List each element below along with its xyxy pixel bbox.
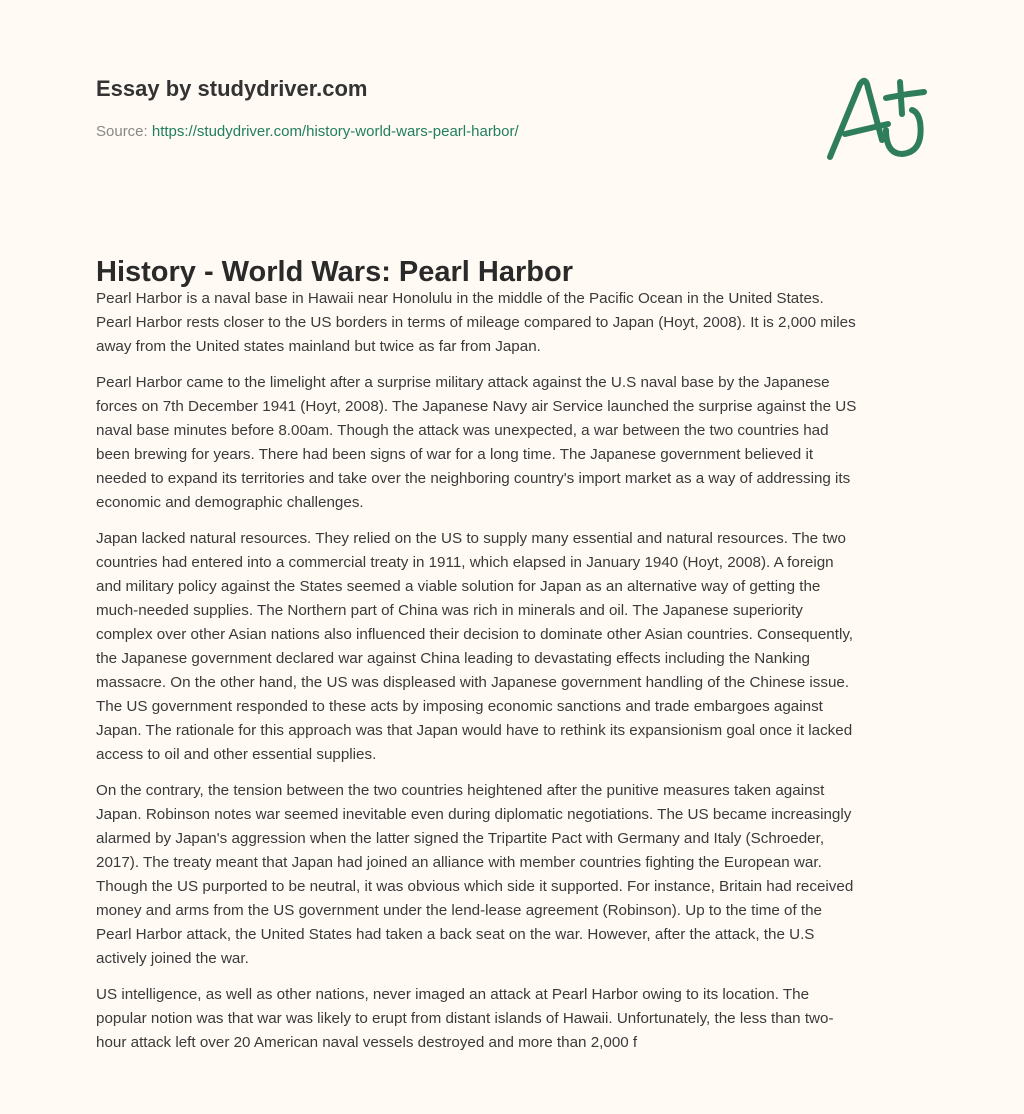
article-title: History - World Wars: Pearl Harbor — [96, 256, 573, 288]
paragraph-line: the Japanese government declared war against China leading to devastating effects including the Nanking — [96, 650, 810, 667]
paragraph-line: economic and demographic challenges. — [96, 494, 364, 511]
source-line — [96, 123, 519, 140]
paragraph-line: and military policy against the States seemed a viable solution for Japan as an alternative way of getting the — [96, 578, 821, 595]
article-paragraph — [96, 527, 956, 767]
paragraph-line: Japan. Robinson notes war seemed inevitable even during diplomatic negotiations. The US became increasingly — [96, 806, 852, 823]
paragraph-line: Pearl Harbor attack, the United States had taken a back seat on the war. However, after the attack, the U.S — [96, 926, 815, 943]
source-label: Source: — [96, 123, 148, 140]
article-paragraph — [96, 983, 956, 1055]
paragraph-line: Japan. The rationale for this approach was that Japan would have to rethink its expansionism goal once it lacked — [96, 722, 853, 739]
paragraph-line: 2017). The treaty meant that Japan had joined an alliance with member countries fighting the European war. — [96, 854, 822, 871]
paragraph-line: massacre. On the other hand, the US was displeased with Japanese government handling of the Chinese issue. — [96, 674, 850, 691]
paragraph-line: been brewing for years. There had been signs of war for a long time. The Japanese government believed it — [96, 446, 814, 463]
paragraph-line: countries had entered into a commercial treaty in 1911, which elapsed in January 1940 (Hoyt, 2008). A foreign — [96, 554, 834, 571]
paragraph-line: US intelligence, as well as other nations, never imaged an attack at Pearl Harbor owing to its location. The — [96, 986, 810, 1003]
paragraph-line: away from the United states mainland but twice as far from Japan. — [96, 338, 541, 355]
paragraph-line: Though the US purported to be neutral, it was obvious which side it supported. For instance, Britain had received — [96, 878, 854, 895]
paragraph-line: actively joined the war. — [96, 950, 249, 967]
paragraph-line: alarmed by Japan's aggression when the latter signed the Tripartite Pact with Germany and Italy (Schroeder, — [96, 830, 825, 847]
paragraph-line: needed to expand its territories and take over the neighboring country's import market as a way of addressing its — [96, 470, 851, 487]
article-paragraph — [96, 371, 956, 515]
paragraph-line: forces on 7th December 1941 (Hoyt, 2008). The Japanese Navy air Service launched the surprise against the US — [96, 398, 857, 415]
paragraph-line: On the contrary, the tension between the two countries heightened after the punitive measures taken against — [96, 782, 825, 799]
site-title: Essay by studydriver.com — [96, 76, 368, 101]
paragraph-line: Pearl Harbor came to the limelight after a surprise military attack against the U.S naval base by the Japanese — [96, 374, 830, 391]
paragraph-line: popular notion was that war was likely to erupt from distant islands of Hawaii. Unfortunately, the less than two- — [96, 1010, 834, 1027]
a-plus-logo-icon — [820, 62, 935, 167]
paragraph-line: money and arms from the US government under the lend-lease agreement (Robinson). Up to the time of the — [96, 902, 823, 919]
paragraph-line: Pearl Harbor is a naval base in Hawaii near Honolulu in the middle of the Pacific Ocean in the United States. — [96, 290, 824, 307]
paragraph-line: much-needed supplies. The Northern part of China was rich in minerals and oil. The Japanese superiority — [96, 602, 803, 619]
article-paragraph — [96, 287, 956, 359]
article-paragraph — [96, 779, 956, 971]
article-body — [96, 287, 956, 1067]
paragraph-line: Japan lacked natural resources. They relied on the US to supply many essential and natural resources. The two — [96, 530, 846, 547]
paragraph-line: hour attack left over 20 American naval vessels destroyed and more than 2,000 f — [96, 1034, 638, 1051]
paragraph-line: naval base minutes before 8.00am. Though the attack was unexpected, a war between the two countries had — [96, 422, 829, 439]
paragraph-line: access to oil and other essential supplies. — [96, 746, 377, 763]
paragraph-line: complex over other Asian nations also influenced their decision to dominate other Asian countries. Consequently, — [96, 626, 854, 643]
paragraph-line: Pearl Harbor rests closer to the US borders in terms of mileage compared to Japan (Hoyt, 2008). It is 2,000 miles — [96, 314, 856, 331]
source-link[interactable]: https://studydriver.com/history-world-wars-pearl-harbor/ — [151, 123, 519, 140]
paragraph-line: The US government responded to these acts by imposing economic sanctions and trade embargoes against — [96, 698, 823, 715]
